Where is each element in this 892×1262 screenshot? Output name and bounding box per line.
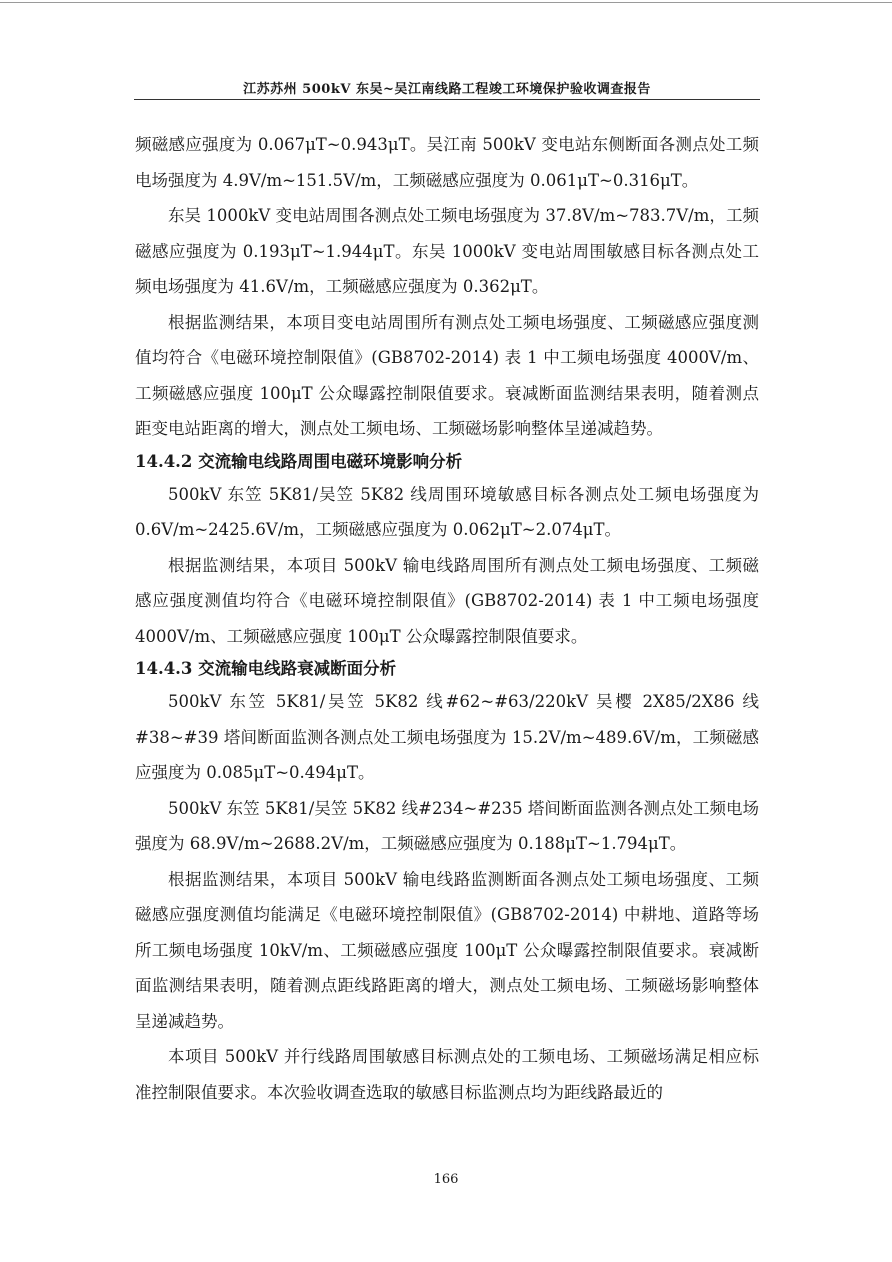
header-rule	[134, 99, 760, 100]
paragraph-4: 500kV 东笠 5K81/吴笠 5K82 线周围环境敏感目标各测点处工频电场强度为 0.6V/m~2425.6V/m，工频磁感应强度为 0.062μT~2.074μT。	[135, 484, 759, 539]
paragraph-8: 根据监测结果，本项目 500kV 输电线路监测断面各测点处工频电场强度、工频磁感应强度测值均能满足《电磁环境控制限值》(GB8702-2014) 中耕地、道路等场所工频电场强度 10kV/m、工频磁感应强度 100μT 公众曝露控制限值要求。衰减断面监测结果表明，随着测点距线路距离的增大，测点处工频电场、工频磁场影响整体呈递减趋势。	[135, 869, 759, 1031]
paragraph-7: 500kV 东笠 5K81/吴笠 5K82 线#234~#235 塔间断面监测各测点处工频电场强度为 68.9V/m~2688.2V/m，工频磁感应强度为 0.188μT~1.794μT。	[135, 798, 759, 853]
running-header-title: 江苏苏州 500kV 东吴~吴江南线路工程竣工环境保护验收调查报告	[243, 82, 651, 97]
paragraph-2: 东吴 1000kV 变电站周围各测点处工频电场强度为 37.8V/m~783.7V/m，工频磁感应强度为 0.193μT~1.944μT。东吴 1000kV 变电站周围敏感目标各测点处工频电场强度为 41.6V/m，工频磁感应强度为 0.362μT。	[135, 206, 759, 296]
paragraph-1: 频磁感应强度为 0.067μT~0.943μT。吴江南 500kV 变电站东侧断面各测点处工频电场强度为 4.9V/m~151.5V/m，工频磁感应强度为 0.061μT~0.316μT。	[135, 135, 759, 190]
paragraph-3: 根据监测结果，本项目变电站周围所有测点处工频电场强度、工频磁感应强度测值均符合《电磁环境控制限值》(GB8702-2014) 表 1 中工频电场强度 4000V/m、工频磁感应强度 100μT 公众曝露控制限值要求。衰减断面监测结果表明，随着测点距变电站距离的增大，测点处工频电场、工频磁场影响整体呈递减趋势。	[135, 312, 759, 438]
section-heading-14-4-3: 14.4.3 交流输电线路衰减断面分析	[135, 659, 397, 678]
report-body	[135, 127, 759, 1110]
paragraph-9: 本项目 500kV 并行线路周围敏感目标测点处的工频电场、工频磁场满足相应标准控制限值要求。本次验收调查选取的敏感目标监测点均为距线路最近的	[135, 1047, 759, 1102]
paragraph-6: 500kV 东笠 5K81/吴笠 5K82 线#62~#63/220kV 吴樱 2X85/2X86 线#38~#39 塔间断面监测各测点处工频电场强度为 15.2V/m~489.6V/m，工频磁感应强度为 0.085μT~0.494μT。	[135, 692, 759, 782]
top-border-line	[0, 2, 892, 3]
paragraph-5: 根据监测结果，本项目 500kV 输电线路周围所有测点处工频电场强度、工频磁感应强度测值均符合《电磁环境控制限值》(GB8702-2014) 表 1 中工频电场强度 4000V/m、工频磁感应强度 100μT 公众曝露控制限值要求。	[135, 555, 759, 646]
page-number: 166	[433, 1172, 459, 1187]
section-heading-14-4-2: 14.4.2 交流输电线路周围电磁环境影响分析	[135, 451, 463, 471]
